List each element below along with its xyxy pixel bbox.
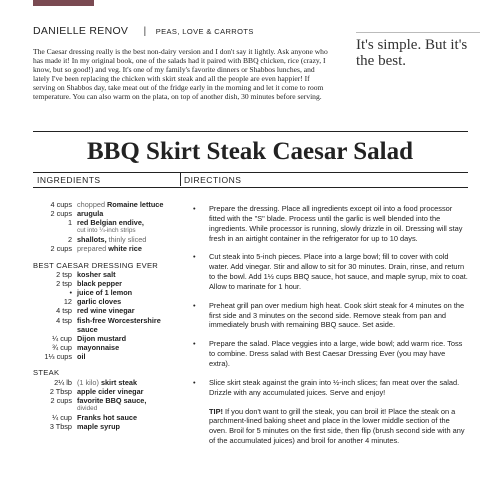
bullet-icon: • (193, 339, 196, 349)
ingredients-heading: INGREDIENTS (37, 175, 101, 185)
direction-step: • Slice skirt steak against the grain into ½-inch slices; fan meat over the salad. Drizzle with any accumulated juices. Serve and enjoy! (193, 377, 460, 397)
ingredient-row: 4 cups chopped Romaine lettuce (50, 200, 164, 209)
ingredient-row: 4 tsp red wine vinegar (56, 306, 135, 316)
ingredient-row: ¼ cup Franks hot sauce (52, 412, 138, 422)
ingredient-row: 2 tsp kosher salt (56, 270, 116, 280)
steak-section-title: STEAK (33, 368, 60, 378)
tip-text: If you don't want to grill the steak, you can broil it! Place the steak on a parchment-lined baking sheet and place in the lower middle section of the oven. Broil for 5 minutes on the first side, then flip (brush second side with any of the accumulated juices) and broil for another 4 minutes. (209, 406, 465, 446)
title-rule-bottom (33, 172, 468, 173)
ingredient-row: ¾ cup mayonnaise (52, 342, 120, 352)
tip-label: TIP! (209, 406, 223, 416)
direction-step: • Cut steak into 5-inch pieces. Place into a large bowl; fill to cover with cold water. Add vinegar. Stir and allow to sit for 30 minutes. Drain, rinse, and return to the bowl. Add 1½ cups BBQ sauce, hot sauce, and maple syrup, mix to coat. Allow to marinate for 1 hour. (193, 252, 468, 291)
tagline-rule (356, 32, 480, 33)
ingredient-row: ¼ cup Dijon mustard (52, 333, 127, 343)
bullet-icon: • (193, 300, 196, 310)
author-name: DANIELLE RENOV (33, 25, 129, 37)
byline (33, 25, 254, 37)
dressing-section-title: BEST CAESAR DRESSING EVER (33, 260, 159, 270)
ingredient-row: 12 garlic cloves (63, 297, 122, 307)
ingredient-row: 2¼ lb (1 kilo) skirt steak (54, 377, 138, 387)
ingredient-row: 3 Tbsp maple syrup (49, 422, 120, 432)
directions-heading: DIRECTIONS (184, 175, 242, 185)
bullet-icon: • (193, 204, 196, 213)
ingredient-row: 2 cups prepared white rice (50, 244, 142, 254)
ingredient-row: • juice of 1 lemon (33, 288, 183, 297)
ingredient-row: 2 shallots, thinly sliced (67, 235, 147, 245)
tagline: It's simple. But it's the best. (356, 37, 468, 69)
byline-separator: | (143, 25, 147, 37)
ingredient-row: 1 red Belgian endive, cut into ¼-inch strips (67, 218, 144, 235)
direction-step: • Preheat grill pan over medium high heat. Cook skirt steak for 4 minutes on the first side and 3 minutes on the second side. Remove steak from pan and immediately brush with remaining BBQ sauce. Set aside. (193, 300, 465, 330)
column-separator (180, 172, 181, 186)
ingredient-row: 4 tsp fish-free Worcestershire sauce (56, 315, 161, 334)
direction-step: • Prepare the dressing. Place all ingredients except oil into a food processor fitted with the "S" blade. Process until the garlic is well blended into the ingredients. While processor is running, slowly drizzle in oil. Dressing will stay fresh in an airtight container in the refrigerator for up to 10 days. (193, 204, 463, 243)
title-rule-top (33, 131, 468, 132)
book-title: PEAS, LOVE & CARROTS (155, 27, 254, 36)
accent-bar (33, 0, 94, 6)
ingredient-row: 2 tsp black pepper (56, 279, 123, 289)
ingredient-row: 2 Tbsp apple cider vinegar (49, 386, 144, 396)
direction-step: • Prepare the salad. Place veggies into a large, wide bowl; add warm rice. Toss to combine. Dress salad with Best Caesar Dressing Ever (you may have extra). (193, 339, 463, 368)
directions-list (193, 204, 468, 446)
ingredients-list (33, 200, 183, 431)
ingredient-row: 2 cups arugula (50, 209, 104, 219)
bullet-icon: • (193, 252, 196, 262)
intro-paragraph: The Caesar dressing really is the best non-dairy version and I don't say it lightly. Ask anyone who has made it! In my original book, one of the salads had it paired with BBQ chicken, rice (crazy, I know, but so good!) and veg. It's one of my family's favorite dinners or Shabbos lunches, and lately I've been replacing the chicken with skirt steak and all the people are even happier! If serving on Shabbos day, take meat out of the fridge early in the morning and let it come to room temperature. You can also warm on the plata, on top of another dish, 30 minutes before serving. (33, 47, 328, 102)
ingredient-row: 1⅓ cups oil (44, 352, 86, 362)
bullet-icon: • (193, 377, 196, 387)
columns-rule (33, 187, 468, 188)
ingredient-row: 2 cups favorite BBQ sauce, divided (50, 395, 147, 412)
tip-note (193, 407, 468, 446)
recipe-title: BBQ Skirt Steak Caesar Salad (87, 138, 413, 165)
